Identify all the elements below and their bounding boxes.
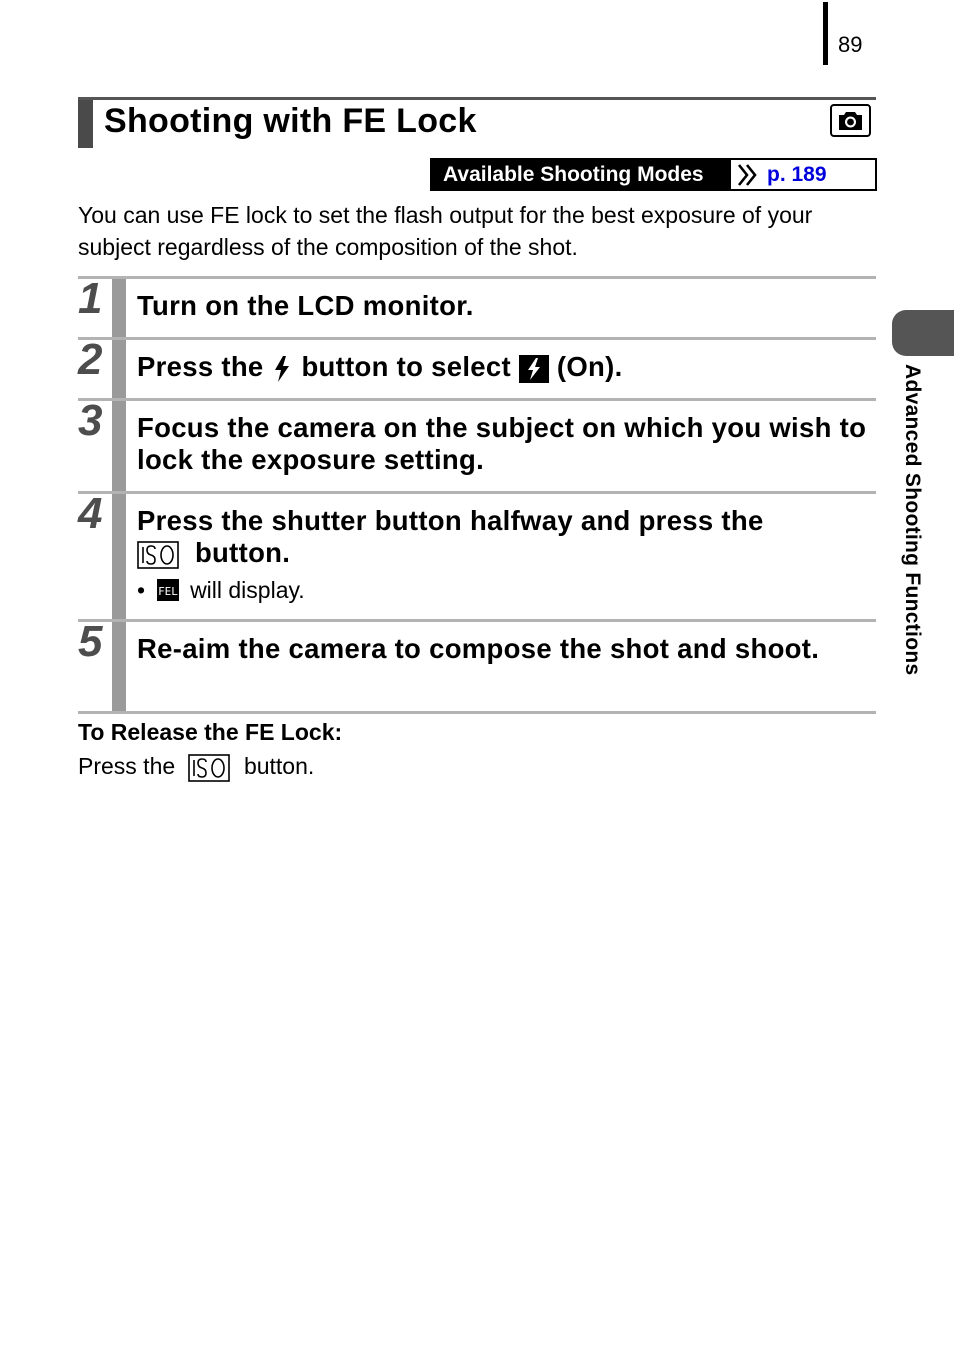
page-reference-link[interactable]: p. 189 <box>767 162 827 186</box>
step-text-after: (On). <box>556 351 623 382</box>
step-text-before: Press the shutter button halfway and press the <box>137 505 764 536</box>
chapter-tab <box>892 310 954 356</box>
step-text <box>137 505 876 569</box>
page-number-rule <box>823 2 828 65</box>
iso-icon <box>137 541 179 569</box>
step-5 <box>78 619 876 711</box>
step-text: Turn on the LCD monitor. <box>137 290 474 321</box>
step-text-middle: button to select <box>301 351 511 382</box>
step-bar <box>112 340 126 398</box>
step-text: Focus the camera on the subject on which you wish to lock the exposure setting. <box>137 412 867 475</box>
step-text-after: button. <box>194 537 291 568</box>
available-modes-label: Available Shooting Modes <box>432 160 731 189</box>
page-number: 89 <box>838 32 863 57</box>
step-1 <box>78 276 876 337</box>
step-number: 2 <box>78 335 103 384</box>
release-text-before: Press the <box>78 753 176 779</box>
step-number: 5 <box>78 617 103 666</box>
title-accent-bar <box>78 100 93 148</box>
step-bar <box>112 401 126 491</box>
release-text <box>78 750 314 782</box>
step-bar <box>112 494 126 619</box>
release-heading: To Release the FE Lock: <box>78 719 343 745</box>
step-4 <box>78 491 876 619</box>
step-number: 3 <box>78 396 103 445</box>
step-text-before: Press the <box>137 351 264 382</box>
steps-bottom-rule <box>78 711 876 714</box>
step-number: 1 <box>78 274 103 323</box>
step-bar <box>112 279 126 337</box>
bullet-dot: • <box>137 577 146 603</box>
page-title: Shooting with FE Lock <box>104 102 477 140</box>
camera-icon <box>830 104 871 137</box>
double-chevron-right-icon <box>737 163 759 187</box>
step-list <box>78 276 876 714</box>
step-number: 4 <box>78 489 103 538</box>
step-text <box>137 351 876 383</box>
step-3 <box>78 398 876 491</box>
bullet-text: will display. <box>190 577 305 603</box>
flash-icon <box>271 355 293 383</box>
iso-icon <box>188 754 230 782</box>
svg-text:FEL: FEL <box>158 585 178 598</box>
step-text: Re-aim the camera to compose the shot and shoot. <box>137 633 820 664</box>
step-2 <box>78 337 876 398</box>
chapter-label: Advanced Shooting Functions <box>901 364 924 676</box>
available-modes-reference[interactable] <box>731 160 827 189</box>
release-text-after: button. <box>243 753 315 779</box>
step-bullet <box>137 575 876 605</box>
available-modes-box <box>430 158 877 191</box>
intro-paragraph: You can use FE lock to set the flash output for the best exposure of your subject regardless of the composition of the shot. <box>78 202 813 260</box>
step-bar <box>112 622 126 711</box>
flash-on-icon <box>519 355 549 383</box>
fel-icon <box>157 579 179 601</box>
